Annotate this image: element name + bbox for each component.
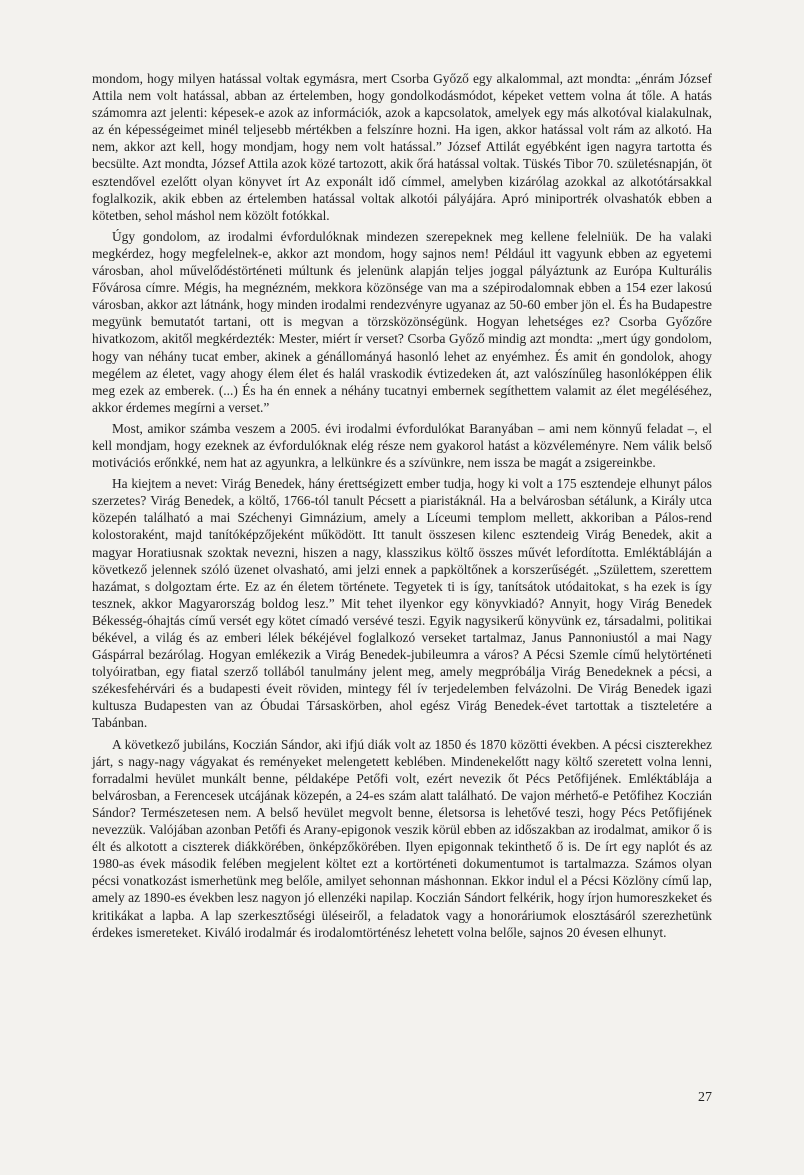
page-number: 27 xyxy=(698,1090,712,1105)
paragraph-4: Ha kiejtem a nevet: Virág Benedek, hány érettségizett ember tudja, hogy ki volt a 175 esztendeje elhunyt pálos szerzetes? Virág Benedek, a költő, 1766-tól tanult Pécsett a piaristáknál. Ha a belvárosban sétálunk, a Király utca közepén található a mai Széchenyi Gimnázium, amely a Líceumi templom mellett, akkoriban a Pálos-rend kolostoraként, majd tanítóképzőjeként működött. Itt tanult összesen kilenc esztendeig Virág Benedek, akit a magyar Horatiusnak szoktak nevezni, hiszen a nagy, klasszikus költő összes művét lefordította. Emléktábláján a következő jelennek szóló üzenet olvasható, ami jelzi ennek a papköltőnek a korszerűségét. „Születtem, szerettem hazámat, s dolgoztam érte. Ez az én életem története. Tegyetek ti is így, tanítsátok utódaitokat, s ha ezek is így tesznek, akkor Magyarország boldog lesz.” Mit tehet ilyenkor egy könyvkiadó? Annyit, hogy Virág Benedek Békesség-óhajtás című versét egy kötet címadó versévé teszi. Egyik nagysikerű könyvünk ez, társadalmi, politikai békével, a világ és az emberi lélek békéjével foglalkozó verseket tartalmaz, Janus Pannoniustól a mai Nagy Gáspárral bezárólag. Hogyan emlékezik a Virág Benedek-jubileumra a város? A Pécsi Szemle című helytörténeti tolyóiratban, egy fiatal szerző tollából tanulmány jelent meg, amely megpróbálja Virág Benedeknek a pécsi, a székesfehérvári és a budapesti éveit röviden, mintegy fél ív terjedelemben felvázolni. De Virág Benedek igazi kultusza Budapesten van az Óbudai Társaskörben, ahol egész Virág Benedek-évet tartottak a tiszteletére a Tabánban. xyxy=(92,476,712,731)
paragraph-2: Úgy gondolom, az irodalmi évfordulóknak mindezen szerepeknek meg kellene felelniük. De ha valaki megkérdez, hogy megfelelnek-e, akkor azt mondom, hogy sajnos nem! Például itt vagyunk ebben az egyetemi városban, ahol művelődéstörténeti múltunk és jelenünk alapján teljes joggal pályáztunk az Európa Kulturális Fővárosa címre. Mégis, ha megnézném, mekkora közönsége van ma a szépirodalomnak ebben a 154 ezer lakosú városban, akkor azt látnánk, hogy minden irodalmi rendezvényre ugyanaz az 50-60 ember jön el. És ha Budapestre megyünk bemutatót tartani, ott is megvan a törzsközönségünk. Hogyan lehetséges ez? Csorba Győzőre hivatkozom, akitől megkérdezték: Mester, miért ír verset? Csorba Győző mindig azt mondta: „mert úgy gondolom, hogy van néhány tucat ember, akinek a génállományá hasonló lehet az enyémhez. És amit én gondolok, ahogy megélem az életet, vagy ahogy élem élet és halál vraskodik évtizedeken át, azt valószínűleg hasonlóképpen élik meg ezek az emberek. (...) És ha én ennek a néhány tucatnyi embernek segíthettem valamit az élet megéléséhez, akkor érdemes megírni a verset.” xyxy=(92,228,712,415)
paragraph-5: A következő jubiláns, Koczián Sándor, aki ifjú diák volt az 1850 és 1870 közötti években. A pécsi ciszterekhez járt, s nagy-nagy vágyakat és reményeket melengetett keblében. Mindenekelőtt nagy költő szeretett volna lenni, forradalmi hevület munkált benne, példaképe Petőfi volt, ezért nevezik őt Pécs Petőfijének. Emléktáblája a belvárosban, a Ferencesek utcájának közepén, a 24-es szám alatt található. De vajon mérhető-e Petőfihez Koczián Sándor? Természetesen nem. A belső hevület megvolt benne, életsorsa is lehetővé teszi, hogy Pécs Petőfijének nevezzük. Valójában azonban Petőfi és Arany-epigonok veszik körül ebben az időszakban az irodalmat, amikor ő is élt és alkotott a ciszterek diákkörében, önképzőkörében. Ilyen epigonnak tekinthető ő is. De írt egy naplót és az 1980-as évek második felében megjelent költet ezt a kortörténeti dokumentumot is tartalmazza. Számos olyan pécsi vonatkozást ismerhetünk meg belőle, amilyet sehonnan máshonnan. Ekkor indul el a Pécsi Közlöny című lap, amely az 1890-es években lesz nagyon jó ellenzéki napilap. Koczián Sándort felkérik, hogy írjon humoreszkeket és kritikákat a lapba. A lap szerkesztőségi üléseiről, a feladatok vagy a honoráriumok elosztásáról szerezhetünk érdekes ismereteket. Kiváló irodalmár és irodalomtörténész lehetett volna belőle, sajnos 20 évesen elhunyt. xyxy=(92,736,712,940)
paragraph-1: mondom, hogy milyen hatással voltak egymásra, mert Csorba Győző egy alkalommal, azt mondta: „énrám József Attila nem volt hatással, abban az értelemben, hogy gondolkodásmódot, képeket vettem volna át tőle. A hatás számomra azt jelenti: képesek-e azok az információk, azok a kapcsolatok, amelyek egy más alkotóval kialakulnak, az én képességeimet minél teljesebb mértékben a felszínre hozni. Ha igen, akkor hatással volt rám az alkotó. Ha nem, akkor azt kell, hogy mondjam, hogy nem volt hatással.” József Attilát egyébként igen nagyra tartotta és becsülte. Azt mondta, József Attila azok közé tartozott, akik őrá hatással voltak. Tüskés Tibor 70. születésnapján, öt esztendővel ezelőtt olyan könyvet írt Az exponált idő címmel, amelyben kizárólag azokkal az alkotótársakkal foglalkozik, akik ebben az értelemben hatással voltak alkotói pályájára. Apró miniportrék olvashatók ebben a kötetben, sehol máshol nem közölt fotókkal. xyxy=(92,71,712,223)
paragraph-3: Most, amikor számba veszem a 2005. évi irodalmi évfordulókat Baranyában – ami nem könnyű feladat –, el kell mondjam, hogy ezeknek az évfordulóknak elég része nem gyakorol hatást a közvéleményre. Nem válik belső motivációs erőnkké, nem hat az agyunkra, a lelkünkre és a szívünkre, nem issza be magát a zsigereinkbe. xyxy=(92,420,712,471)
